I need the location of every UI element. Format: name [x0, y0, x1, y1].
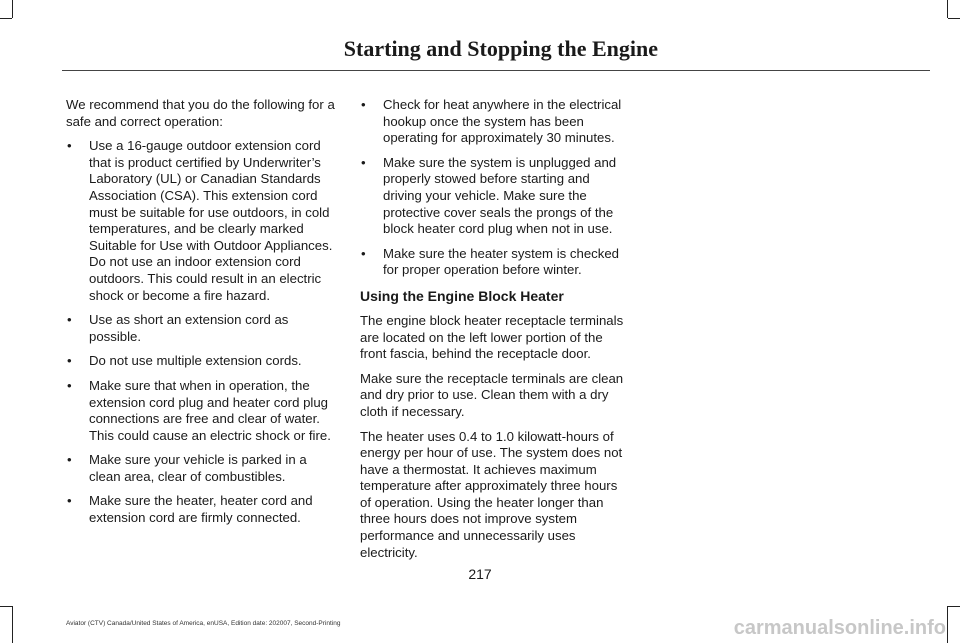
recommendation-list: [66, 138, 336, 526]
body-paragraph: The heater uses 0.4 to 1.0 kilowatt-hours of energy per hour of use. The system does not have a thermostat. It achieves maximum temperature after approximately three hours of operation. Using the heater longer than three hours does not improve system performance and unnecessarily uses electricity.: [360, 428, 623, 560]
list-item: [66, 312, 336, 345]
edition-footer: Aviator (CTV) Canada/United States of America, enUSA, Edition date: 202007, Second-Printing: [66, 620, 341, 627]
body-paragraph: The engine block heater receptacle terminals are located on the left lower portion of the front fascia, behind the receptacle door.: [360, 312, 624, 362]
bullet-marker: •: [67, 138, 72, 154]
list-item: [66, 452, 336, 485]
list-item-text: Make sure the heater, heater cord and extension cord are firmly connected.: [89, 493, 313, 526]
subsection-heading: Using the Engine Block Heater: [360, 287, 564, 304]
crop-mark: [0, 18, 12, 19]
list-item-text: Use a 16-gauge outdoor extension cord that is product certified by Underwriter’s Laboratory (UL) or Canadian Standards Association (CSA). This extension cord must be suitable for use outdoors, in cold temperatures, and be clearly marked Suitable for Use with Outdoor Appliances. Do not use an indoor extension cord outdoors. This could result in an electric shock or become a fire hazard.: [89, 138, 333, 303]
section-title: Starting and Stopping the Engine: [343, 36, 658, 61]
list-item-text: Check for heat anywhere in the electrical hookup once the system has been operating for approximately 30 minutes.: [383, 97, 622, 146]
crop-mark: [947, 0, 948, 18]
watermark: carmanualsonline.info: [733, 617, 946, 639]
list-item-text: Make sure the system is unplugged and properly stowed before starting and driving your vehicle. Make sure the protective cover seals the prongs of the block heater cord plug when not in use.: [383, 154, 617, 237]
bullet-marker: •: [67, 452, 72, 468]
crop-mark: [0, 606, 12, 607]
bullet-marker: •: [361, 245, 366, 261]
list-item: [66, 138, 336, 304]
header-rule: [62, 70, 930, 71]
right-column: [360, 97, 630, 569]
list-item: [360, 97, 630, 147]
list-item: [360, 246, 630, 279]
list-item: [360, 155, 630, 238]
crop-mark: [948, 606, 960, 607]
list-item-text: Make sure your vehicle is parked in a clean area, clear of combustibles.: [89, 452, 307, 484]
list-item: [66, 493, 336, 526]
body-paragraph: Make sure the receptacle terminals are clean and dry prior to use. Clean them with a dry cloth if necessary.: [360, 370, 624, 419]
list-item: [66, 378, 336, 444]
bullet-marker: •: [67, 377, 72, 393]
bullet-marker: •: [67, 353, 72, 369]
recommendation-list-continued: [360, 97, 630, 279]
list-item-text: Make sure that when in operation, the extension cord plug and heater cord plug connections are free and clear of water. This could cause an electric shock or fire.: [89, 377, 331, 443]
crop-mark: [947, 606, 948, 643]
list-item-text: Make sure the heater system is checked for proper operation before winter.: [383, 245, 620, 278]
crop-mark: [12, 0, 13, 18]
bullet-marker: •: [67, 493, 72, 509]
list-item-text: Use as short an extension cord as possible.: [89, 312, 289, 344]
list-item-text: Do not use multiple extension cords.: [89, 353, 302, 369]
bullet-marker: •: [67, 312, 72, 328]
crop-mark: [948, 18, 960, 19]
bullet-marker: •: [361, 97, 366, 112]
intro-paragraph: We recommend that you do the following for a safe and correct operation:: [66, 97, 335, 129]
list-item: [66, 353, 336, 370]
left-column: [66, 97, 336, 535]
page-number: 217: [468, 566, 492, 582]
bullet-marker: •: [361, 154, 366, 170]
crop-mark: [12, 606, 13, 643]
